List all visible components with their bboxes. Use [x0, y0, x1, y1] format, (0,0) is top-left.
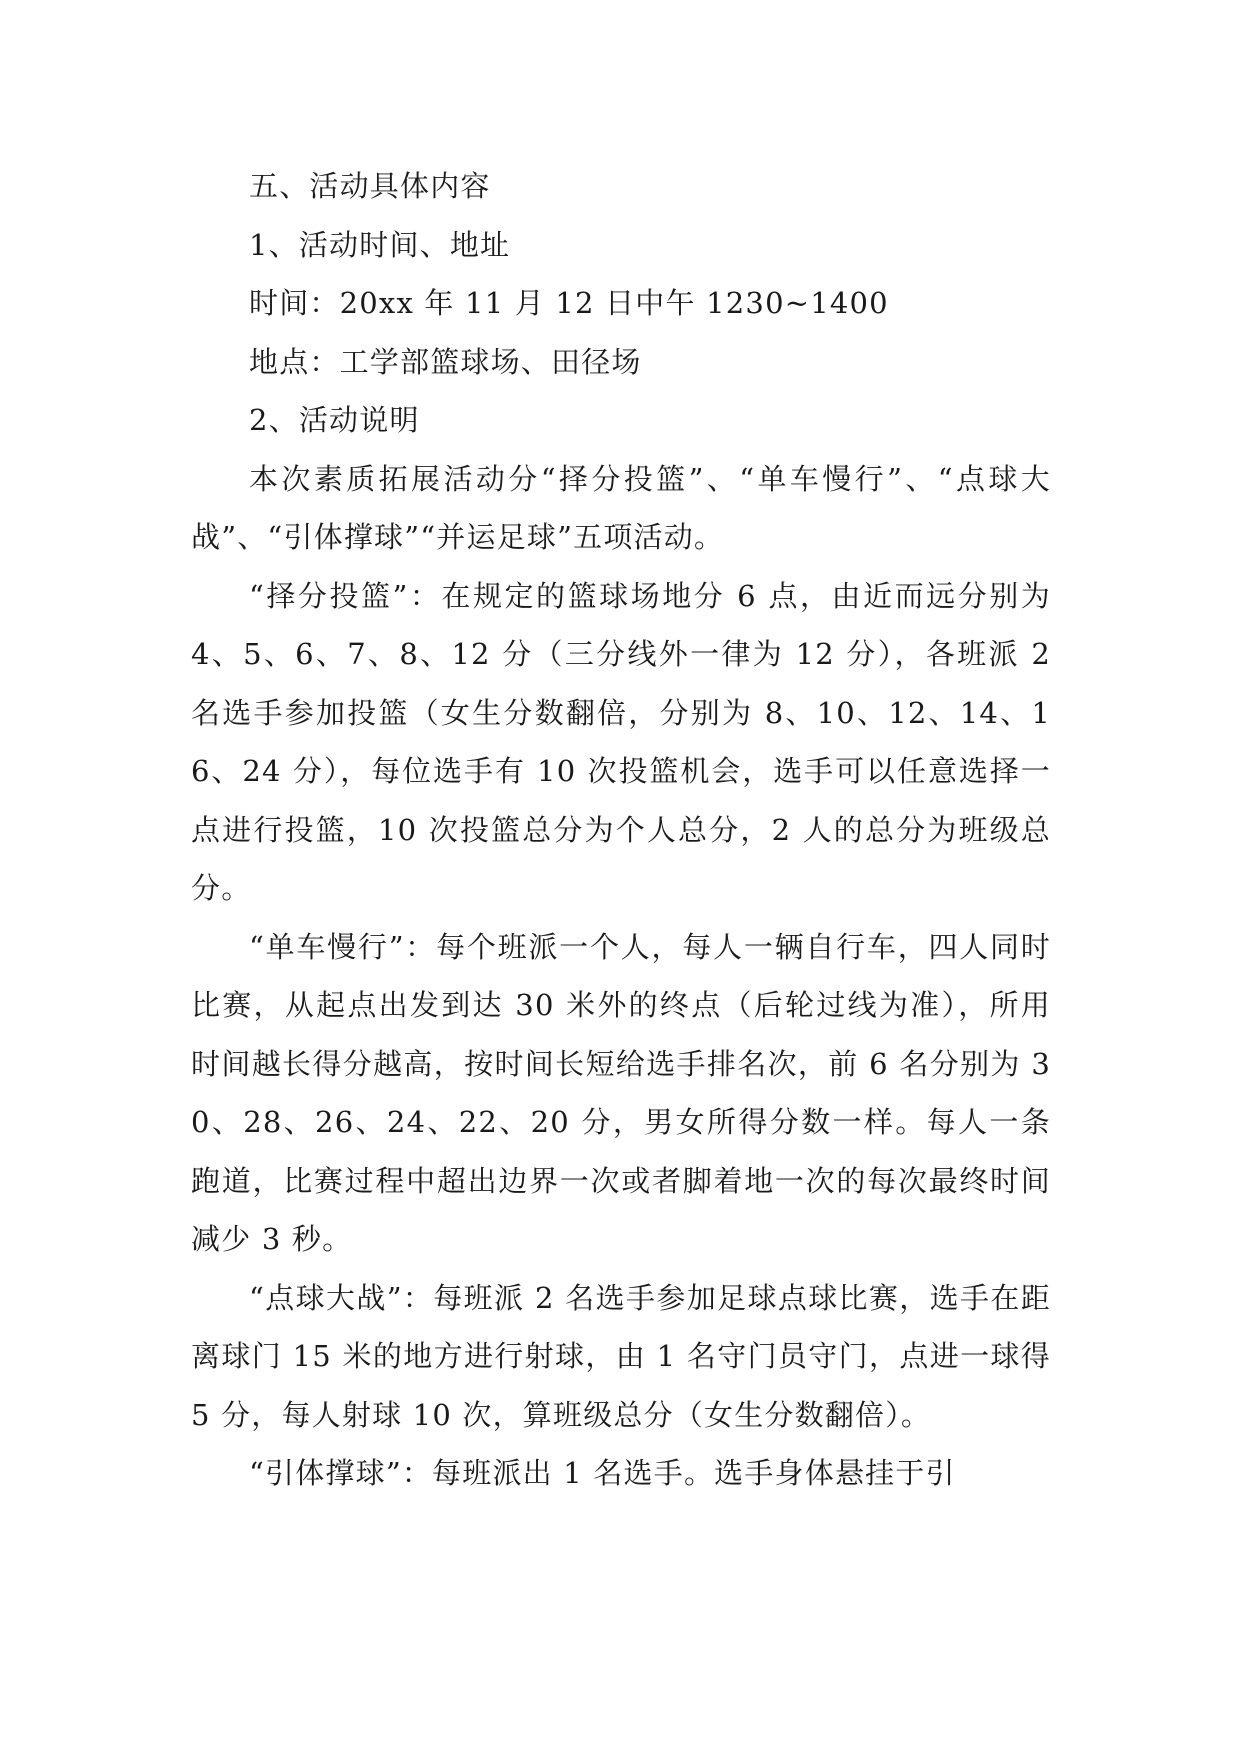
location-line: 地点：工学部篮球场、田径场: [249, 344, 642, 379]
paragraph-pull-up: “引体撑球”：每班派出 1 名选手。选手身体悬挂于引: [249, 1456, 956, 1490]
time-line: 时间：20xx 年 11 月 12 日中午 1230~1400: [249, 286, 889, 320]
subsection-heading-time-location: 1、活动时间、地址: [249, 227, 511, 262]
subsection-heading-description: 2、活动说明: [249, 403, 420, 437]
document-body: [191, 157, 1051, 1503]
paragraph-slow-cycling: “单车慢行”：每个班派一个人，每人一辆自行车，四人同时比赛，从起点出发到达 30 米外的终点（后轮过线为准），所用时间越长得分越高，按时间长短给选手排名次，前 6 名分别为 30、28、26、24、22、20 分，男女所得分数一样。每人一条跑道，比赛过程中超出边界一次或者脚着地一次的每次最终时间减少 3 秒。: [191, 929, 1051, 1256]
paragraph-basketball: “择分投篮”：在规定的篮球场地分 6 点，由近而远分别为 4、5、6、7、8、12 分（三分线外一律为 12 分），各班派 2 名选手参加投篮（女生分数翻倍，分别为 8、10、12、14、16、24 分），每位选手有 10 次投篮机会，选手可以任意选择一点进行投篮，10 次投篮总分为个人总分，2 人的总分为班级总分。: [191, 578, 1051, 905]
paragraph-overview: 本次素质拓展活动分“择分投篮”、“单车慢行”、“点球大战”、“引体撑球”“并运足球”五项活动。: [191, 461, 1051, 554]
section-heading: 五、活动具体内容: [249, 169, 491, 203]
paragraph-penalty-kick: “点球大战”：每班派 2 名选手参加足球点球比赛，选手在距离球门 15 米的地方进行射球，由 1 名守门员守门，点进一球得 5 分，每人射球 10 次，算班级总分（女生分数翻倍）。: [191, 1280, 1051, 1432]
